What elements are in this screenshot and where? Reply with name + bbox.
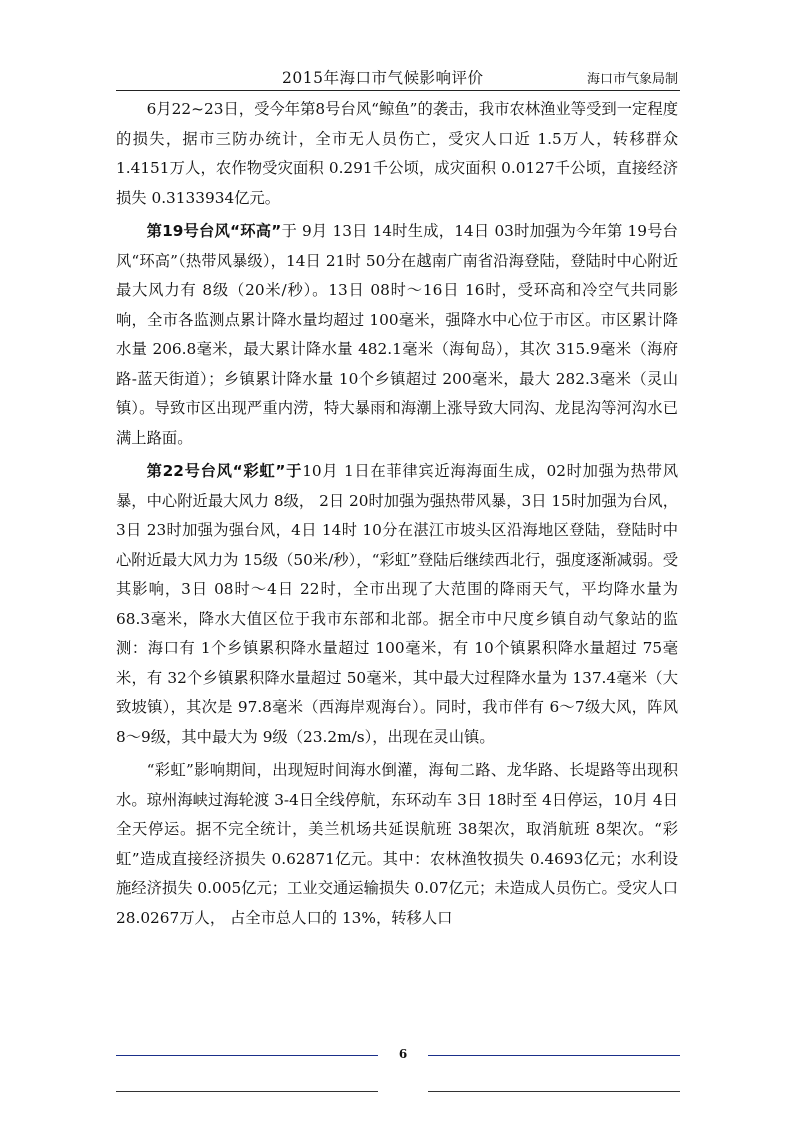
typhoon-22-heading: 第22号台风“彩虹”于 — [146, 462, 303, 480]
footer-rule-bottom-left — [116, 1091, 378, 1092]
paragraph-typhoon-19 — [116, 217, 678, 453]
page-number: 6 — [398, 1047, 408, 1061]
page-header — [116, 62, 680, 91]
paragraph-typhoon-8: 6月22~23日，受今年第8号台风“鲸鱼”的袭击，我市农林渔业等受到一定程度的损失，据市三防办统计，全市无人员伤亡，受灾人口近 1.5万人，转移群众 1.4151万人，农作物受灾面积 0.291千公顷，成灾面积 0.0127千公顷，直接经济损失 0.3133934亿元。 — [116, 100, 678, 207]
footer-rule-left — [116, 1055, 378, 1056]
page-footer — [116, 1045, 680, 1105]
typhoon-19-heading: 第19号台风“环高” — [146, 222, 282, 240]
header-title: 2015年海口市气候影响评价 — [282, 69, 484, 87]
typhoon-19-text: 于 9月 13日 14时生成，14日 03时加强为今年第 19号台风“环高”（热带风暴级），14日 21时 50分在越南广南省沿海登陆，登陆时中心附近最大风力有 8级（20米/秒）。13日 08时～16日 16时，受环高和冷空气共同影响，全市各监测点累计降水量均超过 100毫米，强降水中心位于市区。市区累计降水量 206.8毫米，最大累计降水量 482.1毫米（海甸岛），其次 315.9毫米（海府路-蓝天街道）；乡镇累计降水量 10个乡镇超过 200毫米，最大 282.3毫米（灵山镇）。导致市区出现严重内涝，特大暴雨和海潮上涨导致大同沟、龙昆沟等河沟水已满上路面。 — [116, 222, 678, 447]
footer-rule-right — [428, 1055, 680, 1056]
header-organization: 海口市气象局制 — [586, 72, 678, 87]
paragraph-typhoon-22 — [116, 457, 678, 752]
footer-rule-bottom-right — [428, 1091, 680, 1092]
body-content — [116, 95, 678, 933]
paragraph-typhoon-22-impact: “彩虹”影响期间，出现短时间海水倒灌，海甸二路、龙华路、长堤路等出现积水。琼州海峡过海轮渡 3-4日全线停航，东环动车 3日 18时至 4日停运，10月 4日全天停运。据不完全统计，美兰机场共延误航班 38架次，取消航班 8架次。“彩虹”造成直接经济损失 0.62871亿元。其中：农林渔牧损失 0.4693亿元；水利设施经济损失 0.005亿元；工业交通运输损失 0.07亿元；未造成人员伤亡。受灾人口 28.0267万人， 占全市总人口的 13%，转移人口 — [116, 761, 678, 927]
typhoon-22-text: 10月 1日在菲律宾近海海面生成，02时加强为热带风暴，中心附近最大风力 8级， 2日 20时加强为强热带风暴，3日 15时加强为台风，3日 23时加强为强台风，4日 14时 10分在湛江市坡头区沿海地区登陆，登陆时中心附近最大风力为 15级（50米/秒），“彩虹”登陆后继续西北行，强度逐渐减弱。受其影响，3日 08时～4日 22时，全市出现了大范围的降雨天气，平均降水量为 68.3毫米，降水大值区位于我市东部和北部。据全市中尺度乡镇自动气象站的监测：海口有 1个乡镇累积降水量超过 100毫米，有 10个镇累积降水量超过 75毫米，有 32个乡镇累积降水量超过 50毫米，其中最大过程降水量为 137.4毫米（大致坡镇），其次是 97.8毫米（西海岸观海台）。同时，我市伴有 6～7级大风，阵风 8～9级，其中最大为 9级（23.2m/s），出现在灵山镇。 — [116, 462, 678, 746]
